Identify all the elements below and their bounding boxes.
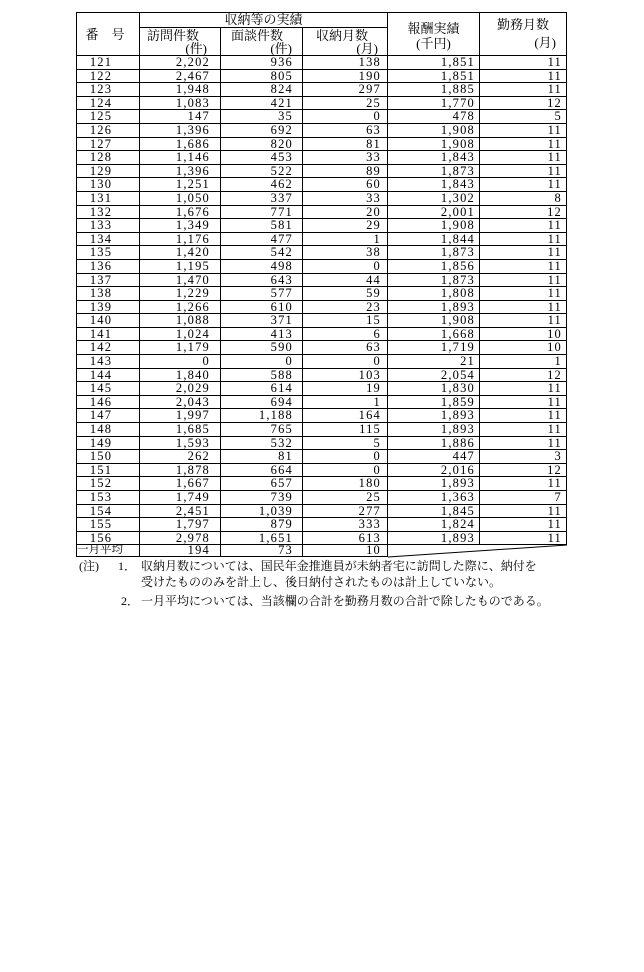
cell-visits: 1,349 xyxy=(140,219,221,233)
table-row xyxy=(77,246,567,260)
cell-number: 148 xyxy=(77,423,140,437)
cell-work-months: 11 xyxy=(480,382,567,396)
cell-remuneration: 1,893 xyxy=(388,301,480,315)
table-row xyxy=(77,165,567,179)
header-work-months-label: 勤務月数 xyxy=(496,17,549,32)
cell-collection-months: 15 xyxy=(303,314,388,328)
cell-collection-months: 1 xyxy=(303,233,388,247)
cell-remuneration: 1,873 xyxy=(388,165,480,179)
cell-collection-months: 103 xyxy=(303,369,388,383)
cell-interviews: 643 xyxy=(221,274,303,288)
cell-remuneration: 1,893 xyxy=(388,409,480,423)
note-1-number: 1． xyxy=(118,559,137,573)
cell-collection-months: 138 xyxy=(303,56,388,70)
cell-work-months: 11 xyxy=(480,70,567,84)
table-row xyxy=(77,409,567,423)
cell-collection-months: 164 xyxy=(303,409,388,423)
cell-remuneration: 1,859 xyxy=(388,396,480,410)
cell-remuneration: 2,016 xyxy=(388,464,480,478)
cell-remuneration: 1,886 xyxy=(388,437,480,451)
cell-number: 135 xyxy=(77,246,140,260)
cell-visits: 2,029 xyxy=(140,382,221,396)
cell-work-months: 11 xyxy=(480,219,567,233)
cell-work-months: 11 xyxy=(480,138,567,152)
cell-interviews: 694 xyxy=(221,396,303,410)
cell-number: 152 xyxy=(77,477,140,491)
cell-collection-months: 613 xyxy=(303,532,388,546)
header-remuneration-label: 報酬実績 xyxy=(407,21,460,36)
header-visits-unit: (件) xyxy=(185,41,207,56)
cell-collection-months: 89 xyxy=(303,165,388,179)
cell-collection-months: 29 xyxy=(303,219,388,233)
table-row xyxy=(77,233,567,247)
cell-number: 131 xyxy=(77,192,140,206)
table-row xyxy=(77,70,567,84)
cell-remuneration: 1,668 xyxy=(388,328,480,342)
cell-number: 155 xyxy=(77,518,140,532)
cell-number: 128 xyxy=(77,151,140,165)
cell-visits: 1,667 xyxy=(140,477,221,491)
cell-interviews: 590 xyxy=(221,341,303,355)
cell-work-months: 11 xyxy=(480,532,567,546)
cell-remuneration: 1,851 xyxy=(388,56,480,70)
table-row xyxy=(77,518,567,532)
cell-number: 132 xyxy=(77,206,140,220)
cell-number: 143 xyxy=(77,355,140,369)
cell-visits: 0 xyxy=(140,355,221,369)
cell-collection-months: 333 xyxy=(303,518,388,532)
cell-number: 139 xyxy=(77,301,140,315)
header-work-months-unit: (月) xyxy=(534,35,556,50)
table-row xyxy=(77,450,567,464)
cell-remuneration: 1,908 xyxy=(388,124,480,138)
cell-collection-months: 63 xyxy=(303,124,388,138)
cell-collection-months: 59 xyxy=(303,287,388,301)
table-row xyxy=(77,314,567,328)
table-row xyxy=(77,464,567,478)
cell-interviews: 462 xyxy=(221,178,303,192)
cell-number: 156 xyxy=(77,532,140,546)
cell-remuneration: 21 xyxy=(388,355,480,369)
table-row xyxy=(77,491,567,505)
cell-number: 138 xyxy=(77,287,140,301)
cell-remuneration: 1,302 xyxy=(388,192,480,206)
cell-number: 151 xyxy=(77,464,140,478)
cell-remuneration: 1,770 xyxy=(388,97,480,111)
cell-work-months: 11 xyxy=(480,287,567,301)
header-collection-months-unit: (月) xyxy=(356,41,378,56)
data-table xyxy=(76,12,567,557)
cell-number: 140 xyxy=(77,314,140,328)
cell-visits: 2,202 xyxy=(140,56,221,70)
header-number-label: 番 号 xyxy=(85,26,125,42)
cell-work-months: 8 xyxy=(480,192,567,206)
cell-remuneration: 2,001 xyxy=(388,206,480,220)
cell-work-months: 11 xyxy=(480,165,567,179)
table-row xyxy=(77,110,567,124)
header-work-months xyxy=(480,13,567,56)
cell-interviews: 739 xyxy=(221,491,303,505)
cell-visits: 1,593 xyxy=(140,437,221,451)
cell-interviews: 0 xyxy=(221,355,303,369)
cell-work-months: 11 xyxy=(480,246,567,260)
cell-work-months: 3 xyxy=(480,450,567,464)
header-interviews-label: 面談件数 xyxy=(231,28,284,43)
cell-remuneration: 1,893 xyxy=(388,423,480,437)
cell-number: 134 xyxy=(77,233,140,247)
average-label: 一月平均 xyxy=(77,545,140,557)
header-collection-results: 収納等の実績 xyxy=(140,13,388,28)
cell-collection-months: 33 xyxy=(303,192,388,206)
cell-work-months: 11 xyxy=(480,505,567,519)
cell-work-months: 11 xyxy=(480,56,567,70)
cell-collection-months: 33 xyxy=(303,151,388,165)
cell-visits: 2,467 xyxy=(140,70,221,84)
cell-visits: 1,024 xyxy=(140,328,221,342)
table-body xyxy=(77,56,567,545)
table-row xyxy=(77,178,567,192)
table-row xyxy=(77,396,567,410)
cell-collection-months: 115 xyxy=(303,423,388,437)
cell-visits: 1,840 xyxy=(140,369,221,383)
cell-remuneration: 1,908 xyxy=(388,314,480,328)
header-interviews-unit: (件) xyxy=(270,41,292,56)
average-collection-months: 10 xyxy=(303,545,388,557)
cell-visits: 1,470 xyxy=(140,274,221,288)
cell-work-months: 11 xyxy=(480,437,567,451)
header-remuneration-unit: (千円) xyxy=(416,36,451,51)
cell-remuneration: 1,844 xyxy=(388,233,480,247)
cell-number: 145 xyxy=(77,382,140,396)
cell-interviews: 588 xyxy=(221,369,303,383)
cell-work-months: 11 xyxy=(480,518,567,532)
cell-collection-months: 0 xyxy=(303,450,388,464)
cell-work-months: 11 xyxy=(480,178,567,192)
table-row xyxy=(77,341,567,355)
cell-number: 149 xyxy=(77,437,140,451)
cell-collection-months: 63 xyxy=(303,341,388,355)
table-row xyxy=(77,138,567,152)
cell-remuneration: 478 xyxy=(388,110,480,124)
cell-visits: 1,176 xyxy=(140,233,221,247)
cell-collection-months: 0 xyxy=(303,260,388,274)
table-header xyxy=(77,13,567,56)
header-visits-label: 訪問件数 xyxy=(147,28,200,43)
note-1-line-2: 受けたもののみを計上し、後日納付されたものは計上していない。 xyxy=(141,575,502,589)
cell-remuneration: 1,851 xyxy=(388,70,480,84)
cell-visits: 1,396 xyxy=(140,165,221,179)
table-row xyxy=(77,477,567,491)
cell-remuneration: 1,824 xyxy=(388,518,480,532)
cell-number: 146 xyxy=(77,396,140,410)
cell-visits: 1,195 xyxy=(140,260,221,274)
cell-collection-months: 25 xyxy=(303,491,388,505)
cell-remuneration: 1,830 xyxy=(388,382,480,396)
cell-interviews: 805 xyxy=(221,70,303,84)
average-visits: 194 xyxy=(140,545,221,557)
cell-collection-months: 180 xyxy=(303,477,388,491)
cell-interviews: 824 xyxy=(221,83,303,97)
cell-remuneration: 1,808 xyxy=(388,287,480,301)
table-row xyxy=(77,219,567,233)
cell-visits: 1,997 xyxy=(140,409,221,423)
cell-visits: 1,420 xyxy=(140,246,221,260)
note-2-line-1: 一月平均については、当該欄の合計を勤務月数の合計で除したものである。 xyxy=(141,594,549,608)
table-row xyxy=(77,437,567,451)
cell-number: 141 xyxy=(77,328,140,342)
table-row xyxy=(77,423,567,437)
cell-visits: 2,043 xyxy=(140,396,221,410)
cell-work-months: 7 xyxy=(480,491,567,505)
note-label: (注) xyxy=(79,559,99,573)
cell-work-months: 11 xyxy=(480,274,567,288)
cell-interviews: 577 xyxy=(221,287,303,301)
cell-visits: 1,686 xyxy=(140,138,221,152)
cell-interviews: 820 xyxy=(221,138,303,152)
table-row xyxy=(77,382,567,396)
cell-visits: 1,088 xyxy=(140,314,221,328)
table-row xyxy=(77,328,567,342)
cell-visits: 1,878 xyxy=(140,464,221,478)
cell-number: 154 xyxy=(77,505,140,519)
cell-number: 121 xyxy=(77,56,140,70)
cell-visits: 147 xyxy=(140,110,221,124)
cell-interviews: 542 xyxy=(221,246,303,260)
cell-visits: 1,251 xyxy=(140,178,221,192)
cell-work-months: 11 xyxy=(480,260,567,274)
cell-number: 125 xyxy=(77,110,140,124)
cell-visits: 1,676 xyxy=(140,206,221,220)
cell-number: 122 xyxy=(77,70,140,84)
cell-remuneration: 1,719 xyxy=(388,341,480,355)
cell-visits: 1,266 xyxy=(140,301,221,315)
diagonal-strike-line xyxy=(388,545,567,557)
table-row xyxy=(77,83,567,97)
cell-work-months: 12 xyxy=(480,206,567,220)
cell-visits: 1,229 xyxy=(140,287,221,301)
cell-work-months: 11 xyxy=(480,477,567,491)
cell-interviews: 413 xyxy=(221,328,303,342)
cell-interviews: 337 xyxy=(221,192,303,206)
cell-work-months: 11 xyxy=(480,151,567,165)
cell-number: 153 xyxy=(77,491,140,505)
average-row xyxy=(77,545,567,557)
cell-collection-months: 277 xyxy=(303,505,388,519)
cell-remuneration: 1,363 xyxy=(388,491,480,505)
cell-number: 144 xyxy=(77,369,140,383)
cell-remuneration: 2,054 xyxy=(388,369,480,383)
cell-remuneration: 1,873 xyxy=(388,274,480,288)
cell-interviews: 35 xyxy=(221,110,303,124)
table-row xyxy=(77,124,567,138)
cell-number: 123 xyxy=(77,83,140,97)
table-row xyxy=(77,151,567,165)
cell-collection-months: 19 xyxy=(303,382,388,396)
cell-number: 124 xyxy=(77,97,140,111)
cell-number: 142 xyxy=(77,341,140,355)
header-number xyxy=(77,13,140,56)
table-row xyxy=(77,274,567,288)
cell-visits: 1,749 xyxy=(140,491,221,505)
cell-visits: 1,083 xyxy=(140,97,221,111)
cell-number: 150 xyxy=(77,450,140,464)
cell-work-months: 10 xyxy=(480,341,567,355)
average-blank-cell xyxy=(388,545,567,557)
cell-visits: 2,978 xyxy=(140,532,221,546)
cell-collection-months: 25 xyxy=(303,97,388,111)
note-1-line-1: 収納月数については、国民年金推進員が未納者宅に訪問した際に、納付を xyxy=(141,559,537,573)
cell-collection-months: 297 xyxy=(303,83,388,97)
cell-visits: 1,797 xyxy=(140,518,221,532)
cell-interviews: 453 xyxy=(221,151,303,165)
cell-work-months: 10 xyxy=(480,328,567,342)
cell-visits: 262 xyxy=(140,450,221,464)
cell-collection-months: 1 xyxy=(303,396,388,410)
header-remuneration xyxy=(388,13,480,56)
cell-interviews: 657 xyxy=(221,477,303,491)
table-row xyxy=(77,369,567,383)
cell-remuneration: 1,908 xyxy=(388,138,480,152)
table-row xyxy=(77,56,567,70)
table-row xyxy=(77,301,567,315)
cell-work-months: 12 xyxy=(480,369,567,383)
cell-remuneration: 447 xyxy=(388,450,480,464)
cell-interviews: 771 xyxy=(221,206,303,220)
cell-number: 136 xyxy=(77,260,140,274)
cell-work-months: 11 xyxy=(480,83,567,97)
cell-collection-months: 0 xyxy=(303,355,388,369)
table-row xyxy=(77,287,567,301)
cell-collection-months: 81 xyxy=(303,138,388,152)
cell-work-months: 1 xyxy=(480,355,567,369)
cell-work-months: 11 xyxy=(480,124,567,138)
cell-collection-months: 0 xyxy=(303,110,388,124)
cell-interviews: 614 xyxy=(221,382,303,396)
cell-visits: 1,396 xyxy=(140,124,221,138)
table-row xyxy=(77,532,567,546)
cell-interviews: 879 xyxy=(221,518,303,532)
cell-interviews: 371 xyxy=(221,314,303,328)
cell-work-months: 11 xyxy=(480,233,567,247)
cell-remuneration: 1,856 xyxy=(388,260,480,274)
cell-collection-months: 5 xyxy=(303,437,388,451)
table-row xyxy=(77,192,567,206)
cell-collection-months: 6 xyxy=(303,328,388,342)
average-interviews: 73 xyxy=(221,545,303,557)
cell-work-months: 5 xyxy=(480,110,567,124)
cell-visits: 1,146 xyxy=(140,151,221,165)
header-collection-months-label: 収納月数 xyxy=(316,28,369,43)
header-collection-months xyxy=(303,28,388,56)
cell-collection-months: 190 xyxy=(303,70,388,84)
cell-work-months: 11 xyxy=(480,409,567,423)
table-row xyxy=(77,97,567,111)
cell-interviews: 692 xyxy=(221,124,303,138)
cell-number: 133 xyxy=(77,219,140,233)
table-row xyxy=(77,260,567,274)
cell-number: 130 xyxy=(77,178,140,192)
cell-work-months: 11 xyxy=(480,423,567,437)
cell-visits: 1,948 xyxy=(140,83,221,97)
cell-interviews: 1,039 xyxy=(221,505,303,519)
cell-interviews: 765 xyxy=(221,423,303,437)
cell-number: 129 xyxy=(77,165,140,179)
cell-collection-months: 44 xyxy=(303,274,388,288)
cell-remuneration: 1,885 xyxy=(388,83,480,97)
cell-number: 137 xyxy=(77,274,140,288)
cell-interviews: 477 xyxy=(221,233,303,247)
cell-interviews: 936 xyxy=(221,56,303,70)
cell-remuneration: 1,843 xyxy=(388,178,480,192)
cell-interviews: 1,651 xyxy=(221,532,303,546)
cell-interviews: 610 xyxy=(221,301,303,315)
diagonal-strike xyxy=(388,545,567,557)
cell-interviews: 498 xyxy=(221,260,303,274)
cell-visits: 2,451 xyxy=(140,505,221,519)
cell-collection-months: 60 xyxy=(303,178,388,192)
table-row xyxy=(77,505,567,519)
cell-work-months: 11 xyxy=(480,301,567,315)
cell-interviews: 81 xyxy=(221,450,303,464)
cell-interviews: 522 xyxy=(221,165,303,179)
cell-interviews: 421 xyxy=(221,97,303,111)
cell-remuneration: 1,893 xyxy=(388,477,480,491)
table-row xyxy=(77,206,567,220)
cell-interviews: 532 xyxy=(221,437,303,451)
cell-visits: 1,050 xyxy=(140,192,221,206)
cell-work-months: 11 xyxy=(480,396,567,410)
cell-remuneration: 1,893 xyxy=(388,532,480,546)
cell-visits: 1,179 xyxy=(140,341,221,355)
cell-remuneration: 1,843 xyxy=(388,151,480,165)
cell-number: 147 xyxy=(77,409,140,423)
cell-remuneration: 1,845 xyxy=(388,505,480,519)
cell-collection-months: 23 xyxy=(303,301,388,315)
cell-number: 127 xyxy=(77,138,140,152)
cell-visits: 1,685 xyxy=(140,423,221,437)
note-2-number: 2． xyxy=(121,594,140,608)
cell-collection-months: 38 xyxy=(303,246,388,260)
cell-collection-months: 20 xyxy=(303,206,388,220)
cell-remuneration: 1,873 xyxy=(388,246,480,260)
cell-work-months: 12 xyxy=(480,464,567,478)
cell-work-months: 12 xyxy=(480,97,567,111)
header-visits xyxy=(140,28,221,56)
cell-collection-months: 0 xyxy=(303,464,388,478)
cell-remuneration: 1,908 xyxy=(388,219,480,233)
cell-interviews: 1,188 xyxy=(221,409,303,423)
cell-work-months: 11 xyxy=(480,314,567,328)
cell-interviews: 664 xyxy=(221,464,303,478)
cell-interviews: 581 xyxy=(221,219,303,233)
header-interviews xyxy=(221,28,303,56)
cell-number: 126 xyxy=(77,124,140,138)
table-row xyxy=(77,355,567,369)
